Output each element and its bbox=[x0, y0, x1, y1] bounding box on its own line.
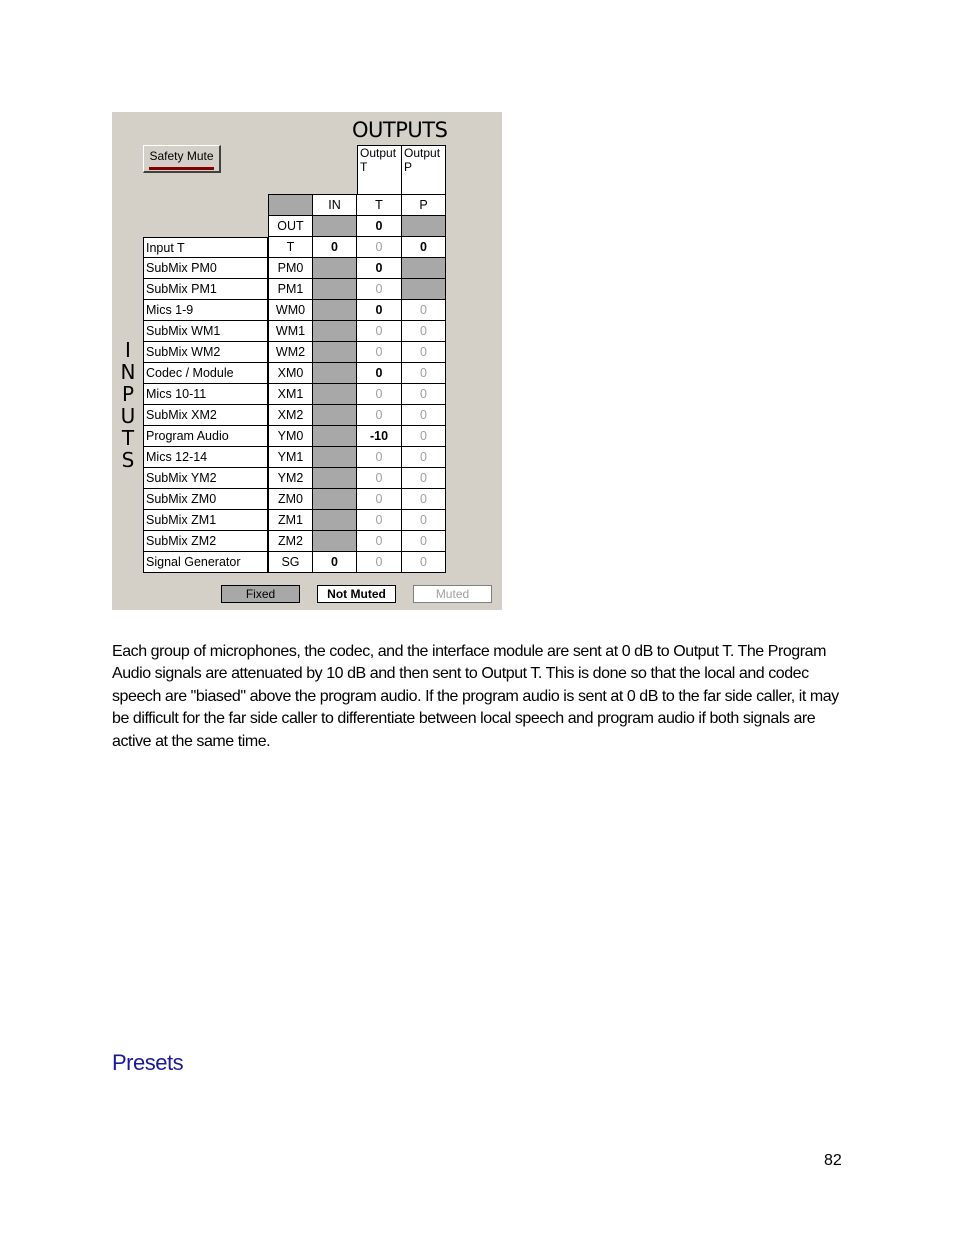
matrix-cell[interactable]: 0 bbox=[357, 552, 402, 573]
column-header-blank bbox=[268, 194, 313, 216]
input-name: Mics 1-9 bbox=[143, 300, 268, 321]
input-name: SubMix WM1 bbox=[143, 321, 268, 342]
input-name: Program Audio bbox=[143, 426, 268, 447]
matrix-cell[interactable]: 0 bbox=[313, 552, 357, 573]
output-t-header: Output T bbox=[357, 145, 402, 195]
matrix-cell[interactable]: 0 bbox=[402, 321, 446, 342]
input-code: XM2 bbox=[268, 405, 313, 426]
safety-mute-indicator bbox=[149, 167, 214, 170]
routing-matrix-panel bbox=[112, 112, 502, 610]
input-code: WM1 bbox=[268, 321, 313, 342]
matrix-cell[interactable] bbox=[313, 216, 357, 237]
matrix-cell[interactable] bbox=[313, 447, 357, 468]
matrix-cell[interactable]: 0 bbox=[313, 237, 357, 258]
matrix-cell[interactable]: 0 bbox=[402, 531, 446, 552]
input-code: PM0 bbox=[268, 258, 313, 279]
input-name: Signal Generator bbox=[143, 552, 268, 573]
column-header-in: IN bbox=[313, 194, 357, 216]
section-heading: Presets bbox=[112, 1050, 184, 1075]
matrix-cell[interactable]: 0 bbox=[357, 258, 402, 279]
matrix-cell[interactable] bbox=[313, 321, 357, 342]
inputs-label-letter: T bbox=[121, 426, 135, 450]
input-code: ZM0 bbox=[268, 489, 313, 510]
matrix-cell[interactable]: 0 bbox=[357, 489, 402, 510]
matrix-cell[interactable] bbox=[313, 405, 357, 426]
inputs-label-letter: P bbox=[121, 382, 135, 406]
inputs-label-letter: U bbox=[120, 404, 136, 428]
input-code: WM2 bbox=[268, 342, 313, 363]
inputs-label-letter: I bbox=[125, 338, 131, 362]
matrix-cell[interactable]: -10 bbox=[357, 426, 402, 447]
matrix-cell[interactable] bbox=[402, 216, 446, 237]
matrix-cell[interactable] bbox=[313, 279, 357, 300]
input-code: YM2 bbox=[268, 468, 313, 489]
matrix-cell[interactable]: 0 bbox=[402, 447, 446, 468]
input-name: Input T bbox=[143, 237, 268, 258]
input-code: YM0 bbox=[268, 426, 313, 447]
matrix-cell[interactable]: 0 bbox=[402, 489, 446, 510]
matrix-cell[interactable]: 0 bbox=[402, 363, 446, 384]
body-paragraph: Each group of microphones, the codec, and the interface module are sent at 0 dB to Output T. The Program Audio signals are attenuated by 10 dB and then sent to Output T. This is done so that the local and codec speech are "biased" above the program audio. If the program audio is sent at 0 dB to the far side caller, it may be difficult for the far side caller to differentiate between local speech and program audio if both signals are active at the same time. bbox=[112, 643, 839, 750]
matrix-cell[interactable]: 0 bbox=[357, 510, 402, 531]
input-code: ZM2 bbox=[268, 531, 313, 552]
matrix-cell[interactable]: 0 bbox=[357, 468, 402, 489]
safety-mute-button[interactable] bbox=[143, 145, 221, 173]
matrix-cell[interactable]: 0 bbox=[357, 447, 402, 468]
matrix-cell[interactable] bbox=[313, 342, 357, 363]
input-name: SubMix ZM1 bbox=[143, 510, 268, 531]
matrix-cell[interactable]: 0 bbox=[357, 321, 402, 342]
matrix-cell[interactable]: 0 bbox=[357, 300, 402, 321]
matrix-cell[interactable]: 0 bbox=[402, 405, 446, 426]
matrix-cell[interactable] bbox=[313, 300, 357, 321]
outputs-title: OUTPUTS bbox=[352, 118, 448, 142]
inputs-label-letter: N bbox=[120, 360, 136, 384]
matrix-cell[interactable]: 0 bbox=[357, 405, 402, 426]
safety-mute-label: Safety Mute bbox=[149, 149, 214, 163]
input-code: T bbox=[268, 237, 313, 258]
matrix-cell[interactable]: 0 bbox=[402, 384, 446, 405]
input-name: Mics 12-14 bbox=[143, 447, 268, 468]
input-name: SubMix YM2 bbox=[143, 468, 268, 489]
matrix-cell[interactable]: 0 bbox=[357, 384, 402, 405]
matrix-cell[interactable] bbox=[313, 426, 357, 447]
matrix-cell[interactable] bbox=[313, 510, 357, 531]
out-row-code: OUT bbox=[268, 216, 313, 237]
matrix-cell[interactable] bbox=[402, 279, 446, 300]
matrix-cell[interactable]: 0 bbox=[357, 279, 402, 300]
matrix-cell[interactable] bbox=[313, 489, 357, 510]
input-name: SubMix PM0 bbox=[143, 258, 268, 279]
inputs-label-letter: S bbox=[121, 448, 135, 472]
matrix-cell[interactable]: 0 bbox=[402, 300, 446, 321]
matrix-cell[interactable]: 0 bbox=[357, 216, 402, 237]
matrix-cell[interactable] bbox=[313, 258, 357, 279]
matrix-cell[interactable] bbox=[313, 363, 357, 384]
matrix-cell[interactable]: 0 bbox=[402, 342, 446, 363]
column-header-t: T bbox=[357, 194, 402, 216]
matrix-cell[interactable]: 0 bbox=[357, 531, 402, 552]
input-code: WM0 bbox=[268, 300, 313, 321]
input-name: Codec / Module bbox=[143, 363, 268, 384]
input-code: PM1 bbox=[268, 279, 313, 300]
matrix-cell[interactable]: 0 bbox=[402, 468, 446, 489]
matrix-cell[interactable]: 0 bbox=[402, 552, 446, 573]
input-code: XM0 bbox=[268, 363, 313, 384]
matrix-cell[interactable] bbox=[313, 384, 357, 405]
matrix-cell[interactable]: 0 bbox=[357, 363, 402, 384]
matrix-cell[interactable]: 0 bbox=[402, 510, 446, 531]
input-name: SubMix XM2 bbox=[143, 405, 268, 426]
matrix-cell[interactable] bbox=[313, 531, 357, 552]
matrix-cell[interactable]: 0 bbox=[402, 426, 446, 447]
input-code: SG bbox=[268, 552, 313, 573]
column-header-p: P bbox=[402, 194, 446, 216]
matrix-cell[interactable] bbox=[313, 468, 357, 489]
input-code: XM1 bbox=[268, 384, 313, 405]
legend-not-muted: Not Muted bbox=[317, 585, 396, 603]
input-name: Mics 10-11 bbox=[143, 384, 268, 405]
matrix-cell[interactable]: 0 bbox=[402, 237, 446, 258]
input-name: SubMix WM2 bbox=[143, 342, 268, 363]
page-number: 82 bbox=[824, 1152, 842, 1169]
input-name: SubMix ZM2 bbox=[143, 531, 268, 552]
matrix-cell[interactable]: 0 bbox=[357, 342, 402, 363]
output-p-header: Output P bbox=[402, 145, 446, 195]
input-code: ZM1 bbox=[268, 510, 313, 531]
matrix-cell[interactable]: 0 bbox=[357, 237, 402, 258]
input-name: SubMix ZM0 bbox=[143, 489, 268, 510]
matrix-cell[interactable] bbox=[402, 258, 446, 279]
input-name: SubMix PM1 bbox=[143, 279, 268, 300]
legend-muted: Muted bbox=[413, 585, 492, 603]
legend-fixed: Fixed bbox=[221, 585, 300, 603]
input-code: YM1 bbox=[268, 447, 313, 468]
